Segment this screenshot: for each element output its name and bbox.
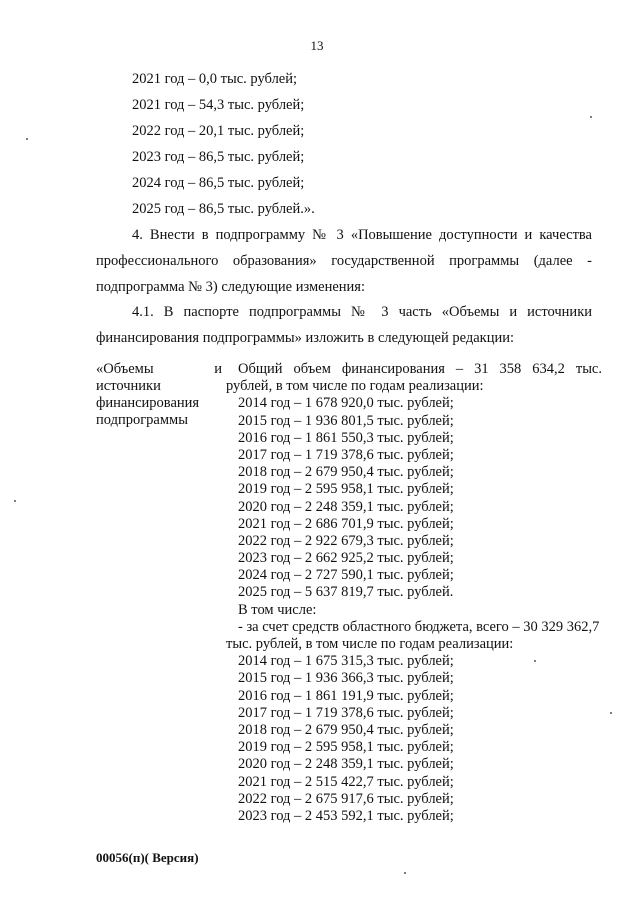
regional-year-line: 2023 год – 2 453 592,1 тыс. рублей; (238, 807, 454, 824)
regional-year-line: 2016 год – 1 861 191,9 тыс. рублей; (238, 687, 454, 704)
total-year-line: 2020 год – 2 248 359,1 тыс. рублей; (238, 498, 454, 515)
funding-year-line: 2021 год – 0,0 тыс. рублей; (132, 71, 298, 87)
left-column-conjunction: и (214, 361, 222, 377)
left-column-line: финансирования (96, 395, 200, 411)
total-year-line: 2025 год – 5 637 819,7 тыс. рублей. (238, 584, 454, 601)
scan-speck (404, 872, 406, 874)
total-year-line: 2015 год – 1 936 801,5 тыс. рублей; (238, 412, 454, 429)
funding-year-line: 2024 год – 86,5 тыс. рублей; (132, 175, 305, 191)
total-year-line: 2018 год – 2 679 950,4 тыс. рублей; (238, 464, 454, 481)
document-version: ( Версия) (144, 850, 199, 865)
passport-right-column (226, 361, 602, 825)
regional-budget-line: - за счет средств областного бюджета, всего – 30 329 362,7 (238, 618, 600, 635)
paragraph-line: подпрограмма № 3) следующие изменения: (96, 279, 366, 295)
funding-year-line: 2021 год – 54,3 тыс. рублей; (132, 97, 305, 113)
total-year-line: 2014 год – 1 678 920,0 тыс. рублей; (238, 395, 454, 412)
regional-year-line: 2020 год – 2 248 359,1 тыс. рублей; (238, 756, 454, 773)
scan-speck (590, 116, 592, 118)
regional-year-line: 2014 год – 1 675 315,3 тыс. рублей; (238, 653, 454, 670)
page-number: 13 (310, 38, 324, 53)
paragraph-4-1 (96, 299, 592, 351)
paragraph-line: 4. Внести в подпрограмму № 3 «Повышение доступности и качества (132, 227, 592, 243)
total-funding-line: Общий объем финансирования – 31 358 634,2 тыс. (238, 361, 602, 377)
total-year-line: 2023 год – 2 662 925,2 тыс. рублей; (238, 550, 454, 567)
total-year-line: 2017 год – 1 719 378,6 тыс. рублей; (238, 446, 454, 463)
left-column-line: подпрограммы (96, 412, 188, 428)
scan-speck (610, 712, 612, 714)
including-label: В том числе: (238, 601, 317, 618)
regional-budget-line: тыс. рублей, в том числе по годам реализации: (226, 636, 514, 652)
left-column-word: «Объемы (96, 361, 154, 377)
left-column-first-line (96, 361, 222, 378)
regional-year-line: 2017 год – 1 719 378,6 тыс. рублей; (238, 704, 454, 721)
document-footer (96, 850, 199, 866)
document-code: 00056(п) (96, 850, 145, 865)
paragraph-line: финансирования подпрограммы» изложить в следующей редакции: (96, 330, 515, 346)
scan-speck (14, 500, 16, 502)
paragraph-line: 4.1. В паспорте подпрограммы № 3 часть «Объемы и источники (132, 304, 592, 320)
regional-year-line: 2022 год – 2 675 917,6 тыс. рублей; (238, 790, 454, 807)
funding-years-list (132, 66, 315, 222)
total-funding-line: рублей, в том числе по годам реализации: (226, 378, 484, 395)
paragraph-line: профессионального образования» государственной программы (далее - (96, 253, 592, 269)
total-year-line: 2019 год – 2 595 958,1 тыс. рублей; (238, 481, 454, 498)
scan-speck (534, 660, 536, 662)
total-year-line: 2021 год – 2 686 701,9 тыс. рублей; (238, 515, 454, 532)
total-year-line: 2022 год – 2 922 679,3 тыс. рублей; (238, 532, 454, 549)
regional-year-line: 2019 год – 2 595 958,1 тыс. рублей; (238, 739, 454, 756)
passport-left-column (96, 361, 222, 429)
paragraph-4 (96, 222, 592, 300)
funding-year-line: 2023 год – 86,5 тыс. рублей; (132, 149, 305, 165)
total-year-line: 2024 год – 2 727 590,1 тыс. рублей; (238, 567, 454, 584)
left-column-line: источники (96, 378, 161, 394)
funding-year-line: 2025 год – 86,5 тыс. рублей.». (132, 201, 315, 217)
scan-speck (26, 138, 28, 140)
total-year-line: 2016 год – 1 861 550,3 тыс. рублей; (238, 429, 454, 446)
regional-year-line: 2021 год – 2 515 422,7 тыс. рублей; (238, 773, 454, 790)
regional-year-line: 2018 год – 2 679 950,4 тыс. рублей; (238, 721, 454, 738)
regional-year-line: 2015 год – 1 936 366,3 тыс. рублей; (238, 670, 454, 687)
funding-year-line: 2022 год – 20,1 тыс. рублей; (132, 123, 305, 139)
